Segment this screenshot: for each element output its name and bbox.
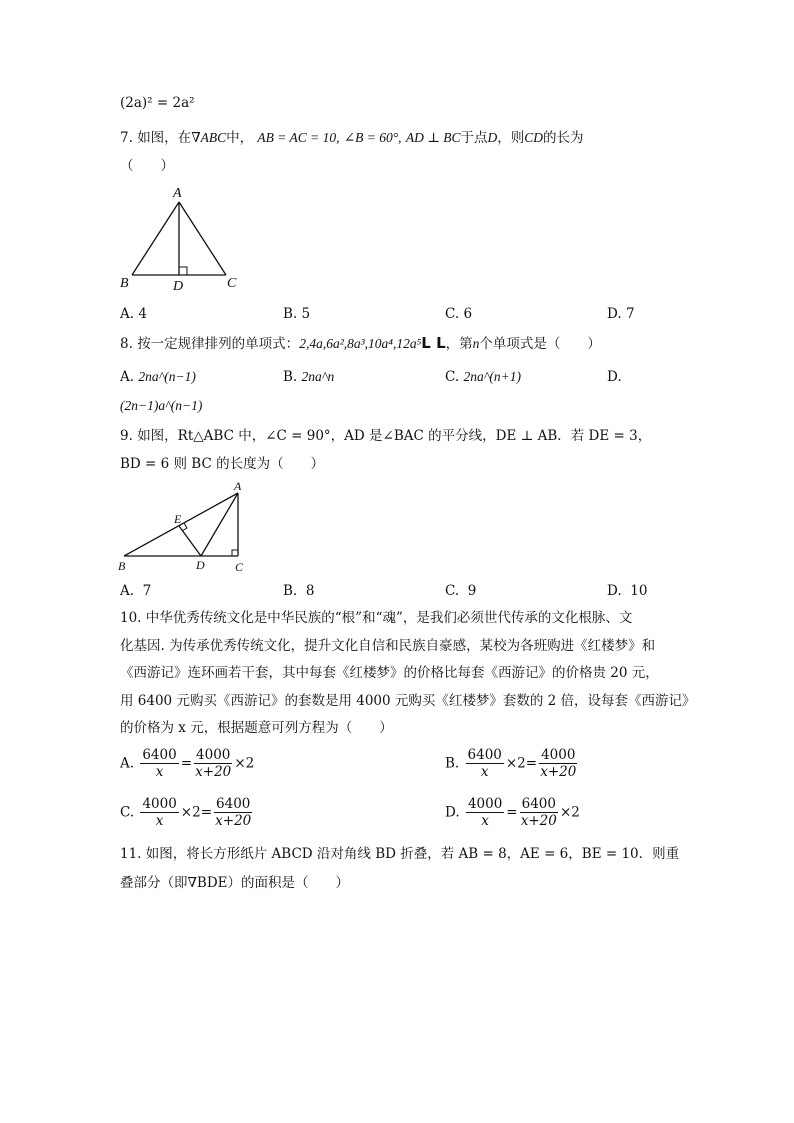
q7-stem: 7. 如图，在∇ABC中， AB = AC = 10, ∠B = 60°, AD ⊥ BC于点D，则CD的长为 (120, 130, 584, 146)
q7-triangle-figure (115, 182, 245, 294)
q10-line-2: 化基因. 为传承优秀传统文化，提升文化自信和民族自豪感，某校为各班购进《红楼梦》和 (120, 638, 656, 654)
q8-option-d: (2n−1)a^(n−1) (120, 398, 203, 413)
q11-line-2: 叠部分（即∇BDE）的面积是（ ） (120, 875, 350, 891)
label-a: A (234, 479, 242, 493)
q9-stem-line2: BD = 6 则 BC 的长度为（ ） (120, 456, 325, 472)
q8-option-a: A. 2na^(n−1) (120, 369, 196, 385)
label-d: D (173, 279, 184, 294)
q9-option-d: D. 10 (607, 583, 648, 599)
q9-triangle-figure (115, 478, 255, 576)
q10-option-c: C. $\frac{4000}{x}$ ×2= $\frac{6400}{x+20}$ (120, 796, 252, 829)
side-ab (132, 202, 179, 275)
q7-option-d: D. 7 (607, 306, 635, 322)
q8-option-d-key: D. (607, 369, 622, 385)
q10-line-4: 用 6400 元购买《西游记》的套数是用 4000 元购买《红楼梦》套数的 2 倍，设每套《西游记》 (120, 693, 696, 709)
right-angle-c (232, 550, 238, 556)
label-d: D (196, 558, 205, 572)
q10-line-1: 10. 中华优秀传统文化是中华民族的“根”和“魂”，是我们必须世代传承的文化根脉、文 (120, 610, 633, 626)
label-a: A (173, 186, 182, 201)
q9-option-c: C. 9 (445, 583, 477, 599)
label-b: B (120, 276, 129, 291)
q10-option-d: D. $\frac{4000}{x}$ = $\frac{6400}{x+20}$ ×2 (445, 796, 580, 829)
q8-option-b: B. 2na^n (283, 369, 335, 385)
q10-line-3: 《西游记》连环画若干套，其中每套《红楼梦》的价格比每套《西游记》的价格贵 20 元， (120, 665, 659, 681)
q8-stem: 8. 按一定规律排列的单项式：2,4a,6a²,8a³,10a⁴,12a⁵L L，第n个单项式是（ ） (120, 334, 601, 352)
label-c: C (227, 276, 237, 291)
right-angle-mark (179, 267, 187, 275)
label-e: E (174, 512, 182, 526)
side-ac (179, 202, 226, 275)
label-b: B (118, 559, 126, 573)
q11-line-1: 11. 如图，将长方形纸片 ABCD 沿对角线 BD 折叠，若 AB = 8，AE = 6，BE = 10．则重 (120, 846, 680, 862)
q8-option-c: C. 2na^(n+1) (445, 369, 521, 385)
q10-option-b: B. $\frac{6400}{x}$ ×2= $\frac{4000}{x+20}$ (445, 747, 577, 780)
q7-option-b: B. 5 (283, 306, 311, 322)
q7-option-c: C. 6 (445, 306, 473, 322)
q7-option-a: A. 4 (120, 306, 147, 322)
bisector-ad (201, 493, 238, 556)
q9-stem-line1: 9. 如图，Rt△ABC 中，∠C = 90°，AD 是∠BAC 的平分线，DE ⊥ AB．若 DE = 3， (120, 428, 652, 444)
q10-option-a: A. $\frac{6400}{x}$ = $\frac{4000}{x+20}$ ×2 (120, 747, 255, 780)
q9-option-a: A. 7 (120, 583, 152, 599)
q10-line-5: 的价格为 x 元，根据题意可列方程为（ ） (120, 720, 393, 736)
q7-blank: （ ） (120, 158, 174, 174)
top-formula: (2a)² = 2a² (120, 95, 195, 111)
q9-option-b: B. 8 (283, 583, 315, 599)
label-c: C (235, 560, 244, 574)
